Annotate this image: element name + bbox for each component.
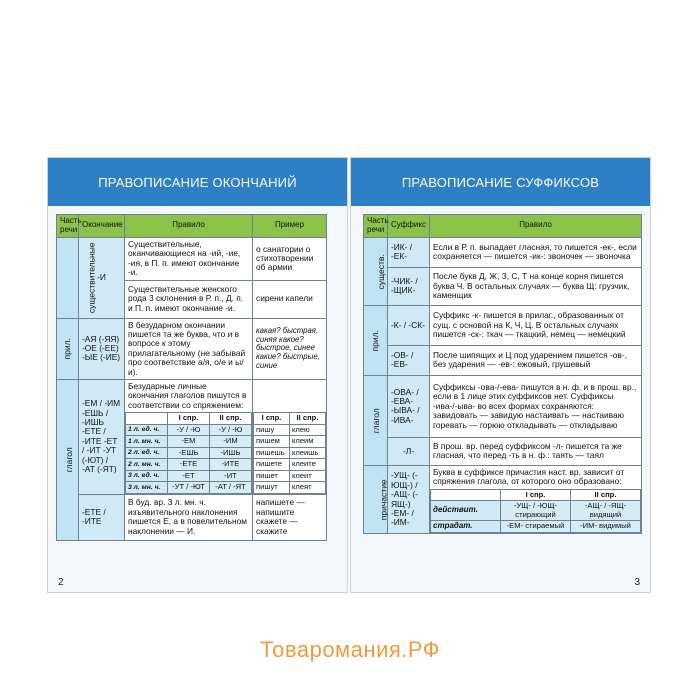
conj1-header: I спр.: [168, 413, 210, 425]
conj2-example: клеите: [290, 459, 326, 471]
noun-example-1: о санатории о стихотворении об армии: [253, 237, 327, 280]
conj1-ending: -УТ / -ЮТ: [168, 482, 210, 494]
verb-conjugation-examples: [253, 379, 327, 494]
conj2-active: -АЩ- / -ЯЩ- видящий: [571, 501, 641, 521]
verb-example-2: напишете — напишите скажете — скажите: [253, 494, 327, 540]
conj2-example: клеят: [290, 482, 326, 494]
form-label: 2 л. ед. ч.: [126, 447, 168, 459]
conj1-passive: -ЕМ- стираемый: [501, 521, 571, 533]
conj2-example: клеит: [290, 470, 326, 482]
category-verb: глагол: [364, 375, 388, 465]
category-verb: глагол: [57, 379, 79, 540]
noun-suffix-2: -ЧИК- / -ЩИК-: [388, 267, 430, 305]
conj1-example: пишешь: [254, 447, 290, 459]
adjective-suffix-2: -ОВ- / -ЕВ-: [388, 345, 430, 375]
conj2-ending: -ИТ: [210, 470, 252, 482]
noun-rule-1: Если в Р. п. выпадает гласная, то пишется -ек-, если сохраняется — пишется -ик-: звоночек — звоночка: [430, 237, 642, 267]
conj2-example: клеим: [290, 436, 326, 448]
category-noun: существительные: [57, 237, 79, 318]
form-label: 2 л. мн. ч.: [126, 459, 168, 471]
conj1-example: пишете: [254, 459, 290, 471]
conj1-ending: -У / -Ю: [168, 424, 210, 436]
conj1-ending: -ЕМ: [168, 436, 210, 448]
participle-rule-cell: [430, 465, 642, 533]
conj1-active: -УЩ- / -ЮЩ- стирающий: [501, 501, 571, 521]
conj2-ending: -У / -Ю: [210, 424, 252, 436]
passive-voice-label: страдат.: [431, 521, 501, 533]
participle-rule-intro: Буква в суффиксе причастия наст. вр. зависит от спряжения глагола, от которого оно образовано:: [433, 466, 625, 487]
noun-suffix-1: -ИК- / -ЕК-: [388, 237, 430, 267]
category-noun: существ.: [364, 237, 388, 305]
conj1-example: пишем: [254, 436, 290, 448]
category-participle: причастие: [364, 465, 388, 533]
verb-rule-intro: Безударные личные окончания глаголов пишутся в соответствии со спряжением:: [128, 380, 247, 410]
noun-ending: -И: [79, 237, 125, 318]
page-title-left: ПРАВОПИСАНИЕ ОКОНЧАНИЙ: [48, 158, 347, 206]
verb-endings-1: -ЕМ / -ИМ -ЕШЬ / -ИШЬ -ЕТЕ / -ИТЕ -ЕТ / -ИТ -УТ (-ЮТ) / -АТ (-ЯТ): [79, 379, 125, 494]
page-number-left: 2: [58, 577, 64, 588]
conj1-example: пишет: [254, 470, 290, 482]
conj2-ending: -АТ / -ЯТ: [210, 482, 252, 494]
active-voice-label: действит.: [431, 501, 501, 521]
conj2-header: II спр.: [290, 413, 326, 425]
verb-conjugation-table: [125, 412, 252, 494]
left-page: [47, 157, 348, 593]
col-header-example: Пример: [253, 215, 327, 238]
conj2-passive: -ИМ- видимый: [571, 521, 641, 533]
col-header-ending: Окончание: [79, 215, 125, 238]
conj1-ending: -ЕТ: [168, 470, 210, 482]
conj2-header: II спр.: [210, 413, 252, 425]
col-header-rule: Правило: [125, 215, 253, 238]
adjective-rule: В безударном окончании пишется та же буква, что и в вопросе к этому прилагательному (не забывай про соответствие а/я, о/е и ы/и).: [125, 318, 253, 379]
conj2-example: клею: [290, 424, 326, 436]
form-label: 3 л. мн. ч.: [126, 482, 168, 494]
col-header-part: Часть речи: [57, 215, 79, 238]
conj1-header: I спр.: [501, 489, 571, 501]
verb-conjugation-cell: [125, 379, 253, 494]
conj1-example: пишу: [254, 424, 290, 436]
endings-table: [56, 214, 327, 541]
adjective-rule-2: После шипящих и Ц под ударением пишется -ов-, без ударения — -ев-: ежовый, грушевый: [430, 345, 642, 375]
category-adjective: прил.: [364, 305, 388, 375]
form-label: 1 л. ед. ч.: [126, 424, 168, 436]
conj1-example: пишут: [254, 482, 290, 494]
conj1-header: I спр.: [254, 413, 290, 425]
adjective-suffix-1: -К- / -СК-: [388, 305, 430, 345]
category-adjective: прил.: [57, 318, 79, 379]
verb-suffix-2: -Л-: [388, 437, 430, 465]
conj2-header: II спр.: [571, 489, 641, 501]
col-header-suffix: Суффикс: [388, 215, 430, 238]
form-label: 1 л. мн. ч.: [126, 436, 168, 448]
adjective-endings: -АЯ (-ЯЯ) -ОЕ (-ЕЕ) -ЫЕ (-ИЕ): [79, 318, 125, 379]
verb-rule-2: В прош. вр. перед суффиксом -л- пишется та же гласная, что перед -ть в н. ф.: таять — таял: [430, 437, 642, 465]
form-label: 3 л. ед. ч.: [126, 470, 168, 482]
participle-table: [430, 489, 641, 533]
noun-rule-1: Существительные, оканчивающиеся на -ий, -ие, -ия, в П. п. имеют окончание -и.: [125, 237, 253, 280]
page-title-right: ПРАВОПИСАНИЕ СУФФИКСОВ: [351, 158, 650, 206]
conj2-ending: -ИТЕ: [210, 459, 252, 471]
noun-example-2: сирени капели: [253, 280, 327, 318]
right-page: [350, 157, 651, 593]
conj2-ending: -ИШЬ: [210, 447, 252, 459]
page-number-right: 3: [634, 577, 640, 588]
suffixes-table: [363, 214, 642, 534]
verb-suffix-1: -ОВА- / -ЕВА- -ЫВА- / -ИВА-: [388, 375, 430, 437]
verb-rule-2: В буд. вр. 3 л. мн. ч. изъявительного наклонения пишется Е, а в повелительном наклонении — И.: [125, 494, 253, 540]
participle-suffixes: -УЩ- (-ЮЩ-) / -АЩ- (-ЯЩ-) -ЕМ- / -ИМ-: [388, 465, 430, 533]
adjective-rule-1: Суффикс -к- пишется в прилаг., образованных от сущ. с основой на К, Ч, Ц. В остальных случаях пишется -ск-: ткач — ткацкий, немец — немецкий: [430, 305, 642, 345]
verb-example-table: [253, 412, 326, 494]
conj1-ending: -ЕТЕ: [168, 459, 210, 471]
adjective-example: какая? быстрая, синяя какое? быстрое, синее какие? быстрые, синие: [253, 318, 327, 379]
watermark: Товаромания.РФ: [259, 637, 441, 662]
col-header-rule: Правило: [430, 215, 642, 238]
conj2-ending: -ИМ: [210, 436, 252, 448]
conj2-example: клеишь: [290, 447, 326, 459]
col-header-part: Часть речи: [364, 215, 388, 238]
verb-endings-2: -ЕТЕ / -ИТЕ: [79, 494, 125, 540]
verb-rule-1: Суффиксы -ова-/-ева- пишутся в н. ф. и в прош. вр., если в 1 лице этих суффиксов нет. Суффиксы -ива-/-ыва- во всех формах сохраняются: завидовать — завидую настаивать — настаиваю горевать — горюю откладывать — откладываю: [430, 375, 642, 437]
noun-rule-2: После букв Д, Ж, З, С, Т на конце корня пишется буква Ч. В остальных случаях — буква Щ: грузчик, каменщик: [430, 267, 642, 305]
conj1-ending: -ЕШЬ: [168, 447, 210, 459]
noun-rule-2: Существительные женского рода 3 склонения в Р. п., Д. п. и П. п. имеют окончание -и.: [125, 280, 253, 318]
